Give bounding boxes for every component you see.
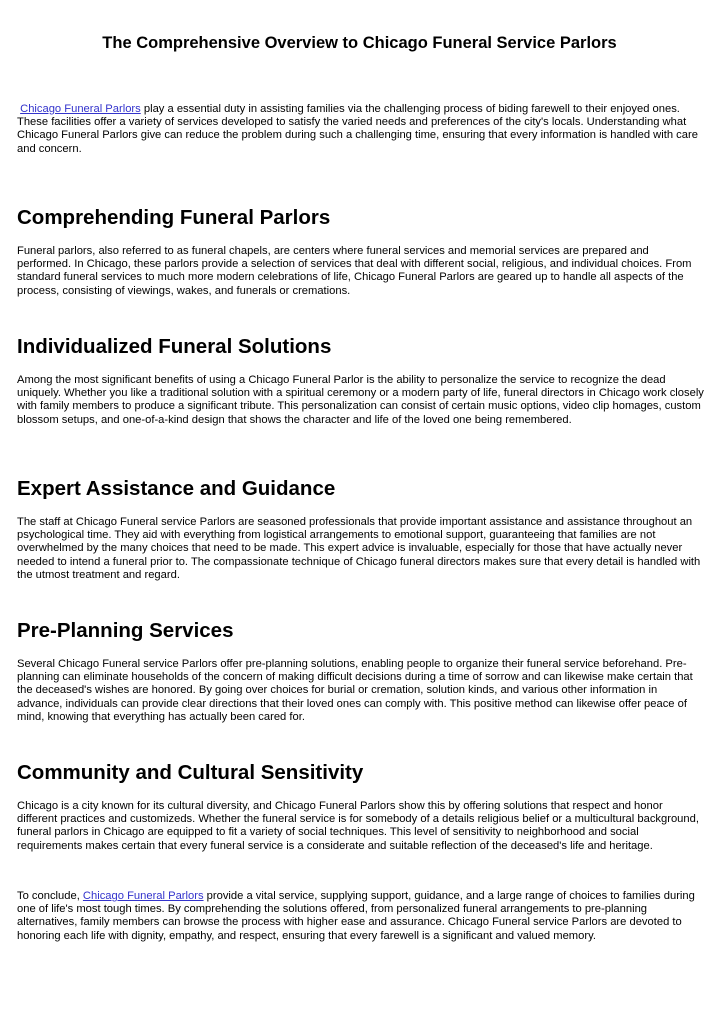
intro-paragraph — [17, 103, 705, 156]
conclusion-paragraph — [17, 890, 705, 943]
conclusion-prefix: To conclude, — [17, 890, 83, 902]
section-body-individualized: Among the most significant benefits of using a Chicago Funeral Parlor is the ability to personalize the service to recognize the dead uniquely. Whether you like a traditional solution with a spiritual ceremony or a modern party of life, funeral directors in Chicago work closely with family members to produce a significant tribute. This personalization can consist of certain music options, video clip homages, custom blossom setups, and one-of-a-kind design that shows the character and life of the loved one being remembered. — [17, 374, 704, 426]
conclusion-link[interactable]: Chicago Funeral Parlors — [82, 890, 204, 902]
intro-text: play a essential duty in assisting families via the challenging process of biding farewell to their enjoyed ones. These facilities offer a variety of services developed to satisfy the varied needs and preferences of the city's locals. Understanding what Chicago Funeral Parlors give can reduce the problem during such a challenging time, ensuring that every information is handled with care and concern. — [17, 103, 698, 155]
conclusion-text: provide a vital service, supplying support, guidance, and a large range of choices to families during one of life's most tough times. By comprehending the solutions offered, from personalized funeral arrangements to pre-planning alternatives, family members can browse the process with higher ease and assurance. Chicago Funeral service Parlors are devoted to honoring each life with dignity, empathy, and respect, ensuring that every farewell is a significant and valued memory. — [17, 890, 695, 942]
intro-link[interactable]: Chicago Funeral Parlors — [20, 103, 141, 115]
page-title: The Comprehensive Overview to Chicago Funeral Service Parlors — [102, 34, 617, 52]
section-heading-community: Community and Cultural Sensitivity — [17, 761, 364, 784]
section-heading-preplanning: Pre-Planning Services — [17, 619, 234, 642]
section-body-comprehending: Funeral parlors, also referred to as funeral chapels, are centers where funeral services and memorial services are prepared and performed. In Chicago, these parlors provide a selection of services that deal with different social, religious, and individual choices. From standard funeral services to much more modern celebrations of life, Chicago Funeral Parlors are geared up to handle all aspects of the process, consisting of viewings, wakes, and funerals or cremations. — [17, 245, 692, 297]
section-heading-comprehending: Comprehending Funeral Parlors — [17, 206, 331, 229]
section-body-community: Chicago is a city known for its cultural diversity, and Chicago Funeral Parlors show this by offering solutions that respect and honor different practices and customizeds. Whether the funeral service is for somebody of a details religious belief or a multicultural background, funeral parlors in Chicago are equipped to fit a variety of social techniques. This level of sensitivity to neighborhood and social requirements makes certain that every funeral service is a considerate and suitable reflection of the deceased's life and heritage. — [17, 800, 699, 852]
section-body-preplanning: Several Chicago Funeral service Parlors offer pre-planning solutions, enabling people to organize their funeral service beforehand. Pre-planning can eliminate households of the concern of making difficult decisions during a time of sorrow and can likewise make certain that the deceased's wishes are honored. By going over choices for burial or cremation, solution kinds, and various other information in advance, individuals can provide clear directions that their loved ones can comply with. This positive method can likewise offer peace of mind, knowing that everything has actually been cared for. — [17, 658, 693, 723]
section-heading-individualized: Individualized Funeral Solutions — [17, 335, 332, 358]
section-body-expert: The staff at Chicago Funeral service Parlors are seasoned professionals that provide important assistance and assistance throughout an psychological time. They aid with everything from logistical arrangements to emotional support, guaranteeing that families are not overwhelmed by the many choices that need to be made. This expert advice is invaluable, especially for those that have actually never needed to intend a funeral prior to. The compassionate technique of Chicago funeral directors makes sure that every detail is handled with the utmost treatment and regard. — [17, 516, 701, 581]
section-heading-expert: Expert Assistance and Guidance — [17, 477, 336, 500]
